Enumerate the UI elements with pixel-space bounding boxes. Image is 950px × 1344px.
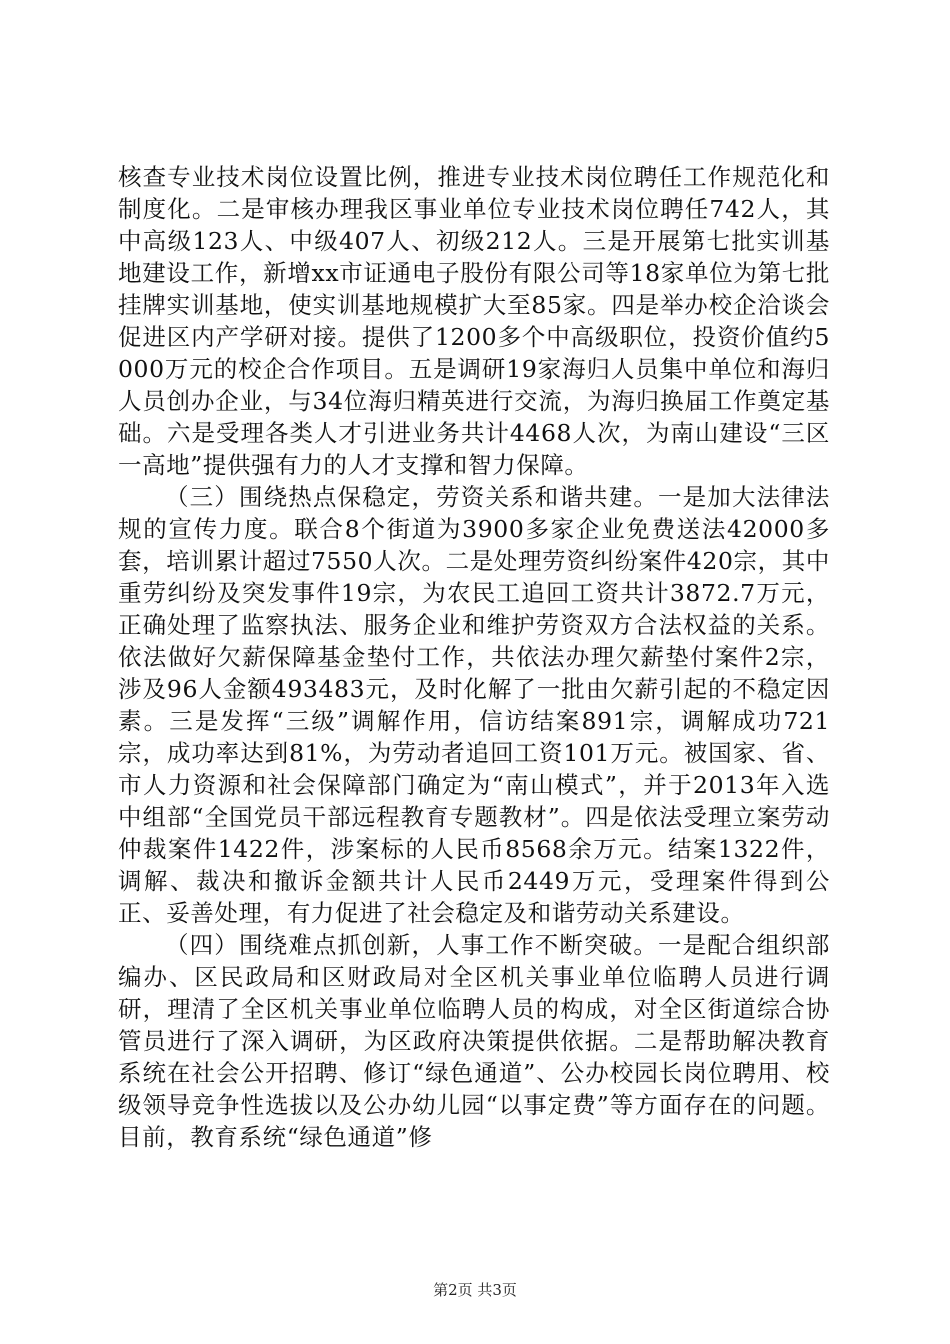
page-footer: 第2页 共3页 — [433, 1281, 517, 1299]
paragraph-section-three: （三）围绕热点保稳定，劳资关系和谐共建。一是加大法律法规的宣传力度。联合8个街道为3900多家企业免费送法42000多套，培训累计超过7550人次。二是处理劳资纠纷案件420宗，其中重劳纠纷及突发事件19宗，为农民工追回工资共计3872.7万元，正确处理了监察执法、服务企业和维护劳资双方合法权益的关系。依法做好欠薪保障基金垫付工作，共依法办理欠薪垫付案件2宗，涉及96人金额493483元，及时化解了一批由欠薪引起的不稳定因素。三是发挥“三级”调解作用，信访结案891宗，调解成功721宗，成功率达到81%，为劳动者追回工资101万元。被国家、省、市人力资源和社会保障部门确定为“南山模式”，并于2013年入选中组部“全国党员干部远程教育专题教材”。四是依法受理立案劳动仲裁案件1422件，涉案标的人民币8568余万元。结案1322件，调解、裁决和撤诉金额共计人民币2449万元，受理案件得到公正、妥善处理，有力促进了社会稳定及和谐劳动关系建设。 — [118, 483, 830, 927]
paragraph-section-four: （四）围绕难点抓创新，人事工作不断突破。一是配合组织部编办、区民政局和区财政局对全区机关事业单位临聘人员进行调研，理清了全区机关事业单位临聘人员的构成，对全区街道综合协管员进行了深入调研，为区政府决策提供依据。二是帮助解决教育系统在社会公开招聘、修订“绿色通道”、公办校园长岗位聘用、校级领导竞争性选拔以及公办幼儿园“以事定费”等方面存在的问题。目前，教育系统“绿色通道”修 — [118, 931, 830, 1151]
paragraph-continued: 核查专业技术岗位设置比例，推进专业技术岗位聘任工作规范化和制度化。二是审核办理我区事业单位专业技术岗位聘任742人，其中高级123人、中级407人、初级212人。三是开展第七批实训基地建设工作，新增xx市证通电子股份有限公司等18家单位为第七批挂牌实训基地，使实训基地规模扩大至85家。四是举办校企洽谈会促进区内产学研对接。提供了1200多个中高级职位，投资价值约5000万元的校企合作项目。五是调研19家海归人员集中单位和海归人员创办企业，与34位海归精英进行交流，为海归换届工作奠定基础。六是受理各类人才引进业务共计4468人次，为南山建设“三区一高地”提供强有力的人才支撑和智力保障。 — [118, 163, 830, 479]
document-body — [118, 161, 830, 1153]
